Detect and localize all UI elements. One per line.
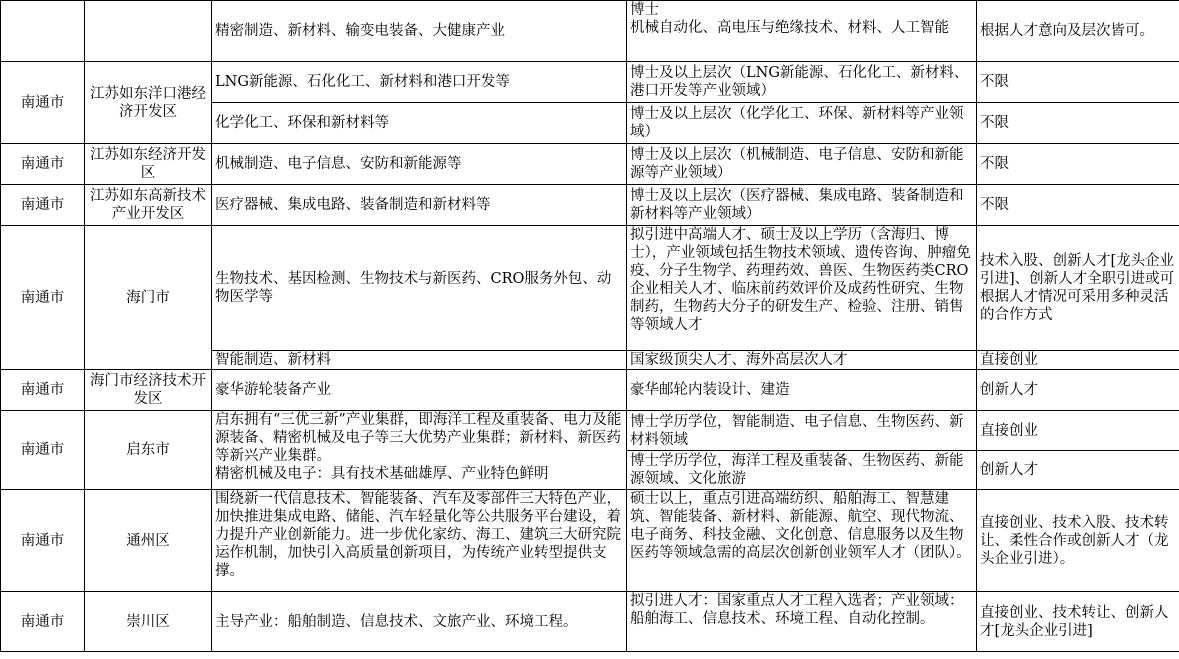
mode-cell: 不限 <box>977 144 1179 185</box>
table-row <box>1 490 1179 592</box>
zone-cell: 海门市 <box>85 226 212 370</box>
industry-cell: 精密制造、新材料、输变电装备、大健康产业 <box>212 1 627 62</box>
city-cell: 南通市 <box>1 226 85 370</box>
zone-cell: 通州区 <box>85 490 212 592</box>
city-cell: 南通市 <box>1 411 85 490</box>
talent-cell: 博士 机械自动化、高电压与绝缘技术、材料、人工智能 <box>627 1 977 62</box>
table-row <box>1 592 1179 652</box>
table-row <box>1 185 1179 226</box>
zone-cell: 启东市 <box>85 411 212 490</box>
mode-cell: 直接创业、技术转让、创新人才[龙头企业引进] <box>977 592 1179 652</box>
mode-cell: 根据人才意向及层次皆可。 <box>977 1 1179 62</box>
talent-cell: 豪华邮轮内装设计、建造 <box>627 370 977 411</box>
talent-cell: 拟引进人才：国家重点人才工程入选者；产业领域：船舶海工、信息技术、环境工程、自动化控制。 <box>627 592 977 652</box>
zone-cell <box>85 1 212 62</box>
city-cell: 南通市 <box>1 144 85 185</box>
table-row <box>1 370 1179 411</box>
mode-cell: 直接创业 <box>977 351 1179 370</box>
table-row <box>1 411 1179 451</box>
talent-cell: 硕士以上，重点引进高端纺织、船舶海工、智慧建筑、智能装备、新材料、新能源、航空、现代物流、电子商务、科技金融、文化创意、信息服务以及生物医药等领域急需的高层次创新创业领军人才（团队）。 <box>627 490 977 592</box>
industry-cell: 化学化工、环保和新材料等 <box>212 103 627 144</box>
mode-cell: 技术入股、创新人才[龙头企业引进]、创新人才全职引进或可根据人才情况可采用多种灵活的合作方式 <box>977 226 1179 351</box>
mode-cell: 不限 <box>977 185 1179 226</box>
industry-cell: 医疗器械、集成电路、装备制造和新材料等 <box>212 185 627 226</box>
zone-cell: 江苏如东经济开发区 <box>85 144 212 185</box>
talent-cell: 拟引进中高端人才、硕士及以上学历（含海归、博士），产业领域包括生物技术领域、遗传咨询、肿瘤免疫、分子生物学、药理药效、兽医、生物医药类CRO企业相关人才、临床前药效评价及成药性研究、生物制药，生物药大分子的研发生产、检验、注册、销售等领域人才 <box>627 226 977 351</box>
mode-cell: 不限 <box>977 62 1179 103</box>
city-cell: 南通市 <box>1 62 85 144</box>
industry-cell: 围绕新一代信息技术、智能装备、汽车及零部件三大特色产业，加快推进集成电路、储能、汽车轻量化等公共服务平台建设，着力提升产业创新能力。进一步优化家纺、海工、建筑三大研究院运作机制，加快引入高质量创新项目，为传统产业转型提供支撑。 <box>212 490 627 592</box>
industry-cell: 机械制造、电子信息、安防和新能源等 <box>212 144 627 185</box>
zone-cell: 江苏如东洋口港经济开发区 <box>85 62 212 144</box>
talent-cell: 国家级顶尖人才、海外高层次人才 <box>627 351 977 370</box>
industry-cell: 启东拥有“三优三新”产业集群，即海洋工程及重装备、电力及能源装备、精密机械及电子等三大优势产业集群；新材料、新医药等新兴产业集群。 精密机械及电子：具有技术基础雄厚、产业特色鲜明 <box>212 411 627 490</box>
table-row <box>1 1 1179 62</box>
city-cell <box>1 1 85 62</box>
city-cell: 南通市 <box>1 592 85 652</box>
table-row <box>1 144 1179 185</box>
industry-cell: 智能制造、新材料 <box>212 351 627 370</box>
talent-cell: 博士及以上层次（机械制造、电子信息、安防和新能源等产业领域） <box>627 144 977 185</box>
zone-cell: 崇川区 <box>85 592 212 652</box>
industry-cell: 豪华游轮装备产业 <box>212 370 627 411</box>
table-row <box>1 226 1179 351</box>
mode-cell: 不限 <box>977 103 1179 144</box>
mode-cell: 创新人才 <box>977 451 1179 490</box>
talent-cell: 博士及以上层次（化学化工、环保、新材料等产业领域） <box>627 103 977 144</box>
city-cell: 南通市 <box>1 490 85 592</box>
talent-cell: 博士及以上层次（医疗器械、集成电路、装备制造和新材料等产业领域） <box>627 185 977 226</box>
table-row <box>1 62 1179 103</box>
zone-cell: 江苏如东高新技术产业开发区 <box>85 185 212 226</box>
city-cell: 南通市 <box>1 185 85 226</box>
mode-cell: 直接创业 <box>977 411 1179 451</box>
industry-cell: LNG新能源、石化化工、新材料和港口开发等 <box>212 62 627 103</box>
mode-cell: 直接创业、技术入股、技术转让、柔性合作或创新人才（龙头企业引进）。 <box>977 490 1179 592</box>
talent-cell: 博士学历学位，智能制造、电子信息、生物医药、新材料领域 <box>627 411 977 451</box>
talent-cell: 博士及以上层次（LNG新能源、石化化工、新材料、港口开发等产业领域） <box>627 62 977 103</box>
mode-cell: 创新人才 <box>977 370 1179 411</box>
industry-cell: 生物技术、基因检测、生物技术与新医药、CRO服务外包、动物医学等 <box>212 226 627 351</box>
industry-cell: 主导产业：船舶制造、信息技术、文旅产业、环境工程。 <box>212 592 627 652</box>
zone-cell: 海门市经济技术开发区 <box>85 370 212 411</box>
city-cell: 南通市 <box>1 370 85 411</box>
talent-cell: 博士学历学位，海洋工程及重装备、生物医药、新能源领域、文化旅游 <box>627 451 977 490</box>
